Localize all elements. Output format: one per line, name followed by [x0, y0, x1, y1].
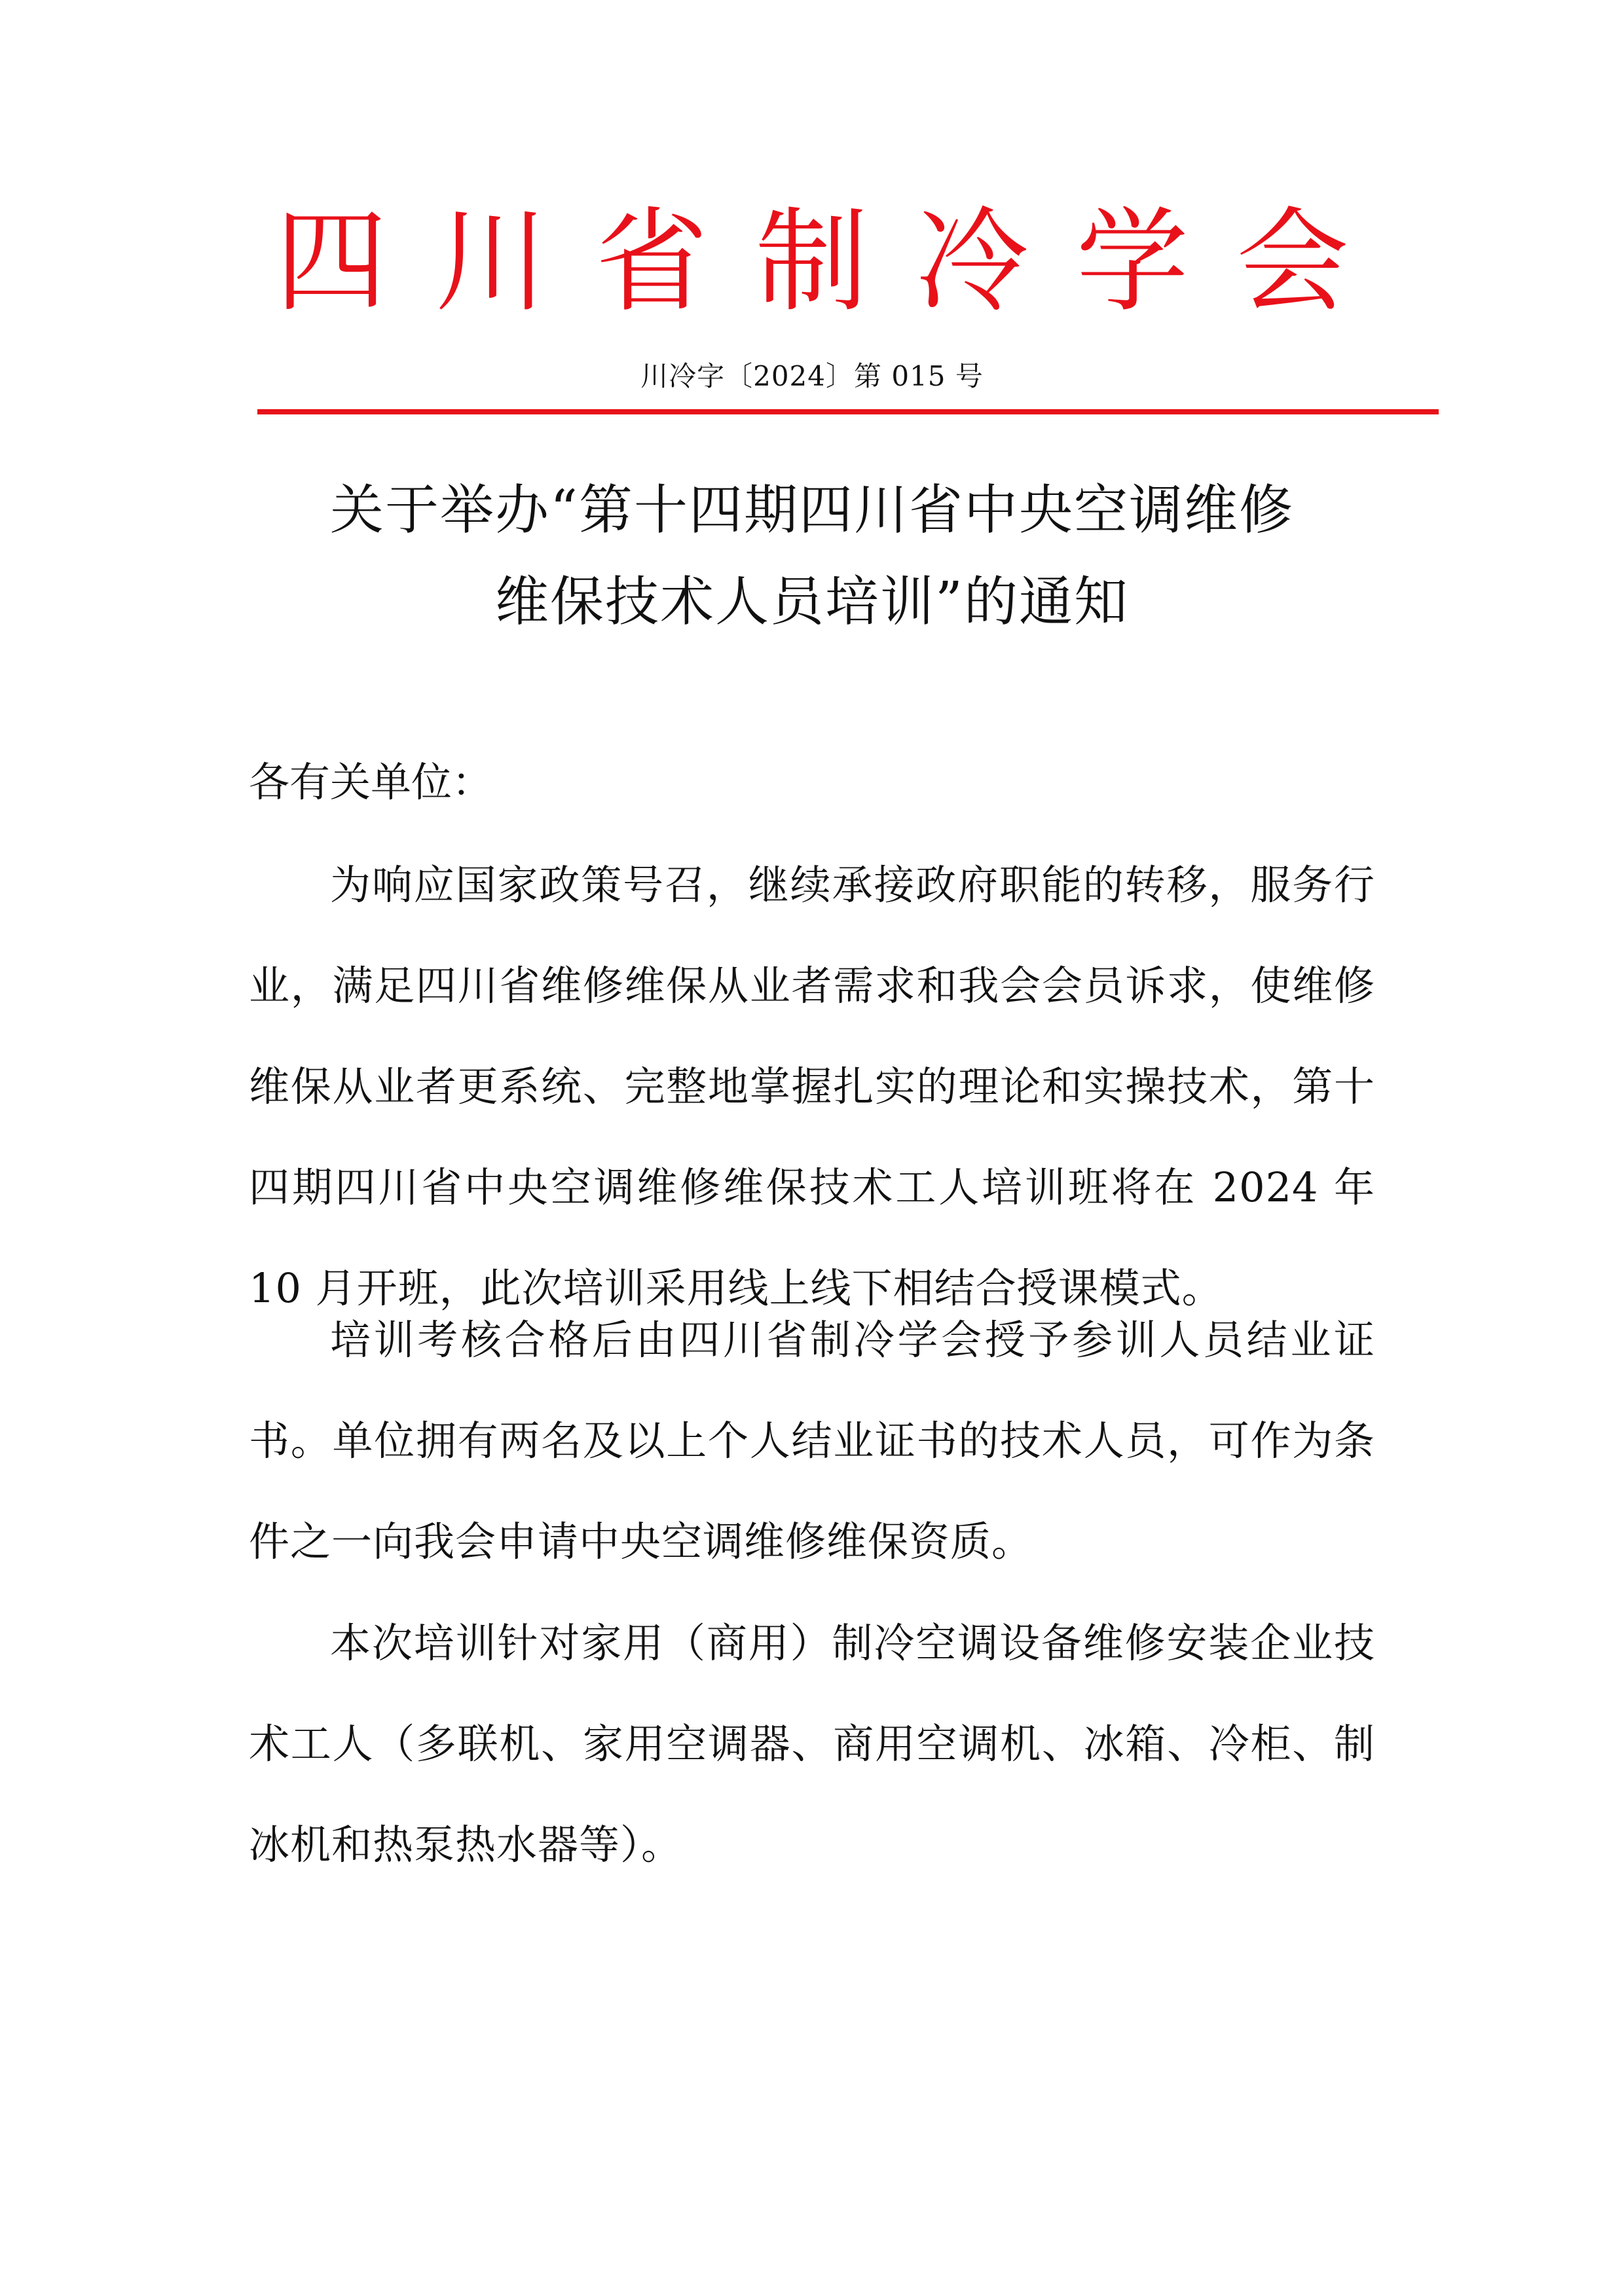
body-paragraph-1: 为响应国家政策号召，继续承接政府职能的转移，服务行业，满足四川省维修维保从业者需求和我会会员诉求，使维修维保从业者更系统、完整地掌握扎实的理论和实操技术，第十四期四川省中央空调维修维保技术工人培训班将在 2024 年 10 月开班，此次培训采用线上线下相结合授课模式。: [249, 861, 1375, 1312]
organization-header: [275, 190, 1349, 334]
header-divider: [257, 409, 1439, 414]
salutation: 各有关单位：: [249, 758, 493, 806]
org-char: 四: [275, 196, 388, 327]
org-char: 川: [435, 196, 548, 327]
document-number: 川冷字〔2024〕第 015 号: [640, 360, 984, 392]
notice-title-line-1: 关于举办“第十四期四川省中央空调维修: [330, 479, 1294, 541]
notice-title-line-2: 维保技术人员培训”的通知: [495, 571, 1129, 633]
org-char: 省: [595, 196, 709, 327]
body-paragraph-2: 培训考核合格后由四川省制冷学会授予参训人员结业证书。单位拥有两名及以上个人结业证书的技术人员，可作为条件之一向我会申请中央空调维修维保资质。: [249, 1316, 1375, 1565]
body-paragraph-3: 本次培训针对家用（商用）制冷空调设备维修安装企业技术工人（多联机、家用空调器、商用空调机、冰箱、冷柜、制冰机和热泵热水器等）。: [249, 1619, 1375, 1868]
org-char: 制: [755, 196, 868, 327]
org-char: 冷: [915, 196, 1029, 327]
org-char: 会: [1236, 196, 1349, 327]
org-char: 学: [1076, 196, 1189, 327]
